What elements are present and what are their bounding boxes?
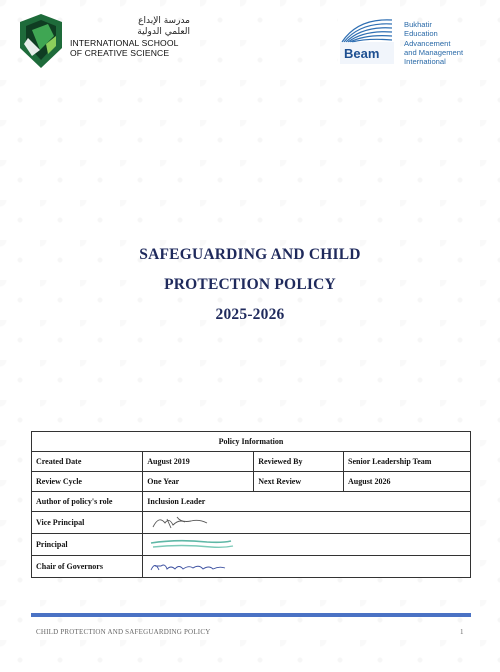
beam-description: Bukhatir Education Advancement and Management International xyxy=(404,20,464,67)
label-principal: Principal xyxy=(32,534,143,556)
school-name xyxy=(70,16,190,58)
label-created-date: Created Date xyxy=(32,452,143,472)
chair-signature-icon xyxy=(147,557,237,575)
table-row xyxy=(32,452,471,472)
document-title xyxy=(0,240,500,330)
school-name-english-line1: INTERNATIONAL SCHOOL xyxy=(70,38,179,48)
value-author-role: Inclusion Leader xyxy=(143,492,471,512)
school-name-english-line2: OF CREATIVE SCIENCE xyxy=(70,48,170,58)
title-line-1: SAFEGUARDING AND CHILD xyxy=(139,246,361,263)
title-line-3: 2025-2026 xyxy=(215,306,285,323)
value-created-date: August 2019 xyxy=(143,452,254,472)
principal-signature-icon xyxy=(147,535,237,553)
footer-divider xyxy=(31,613,471,617)
table-heading-row xyxy=(32,432,471,452)
label-chair-of-governors: Chair of Governors xyxy=(32,556,143,578)
title-line-2: PROTECTION POLICY xyxy=(164,276,336,293)
label-author-role: Author of policy's role xyxy=(32,492,143,512)
table-row xyxy=(32,492,471,512)
label-vice-principal: Vice Principal xyxy=(32,512,143,534)
school-crest-icon xyxy=(18,14,64,68)
value-next-review: August 2026 xyxy=(344,472,471,492)
school-name-arabic: مدرسة الإبداع العلمي الدولية xyxy=(137,16,190,37)
table-row xyxy=(32,512,471,534)
principal-signature xyxy=(143,534,471,556)
beam-logo xyxy=(338,14,488,74)
label-next-review: Next Review xyxy=(254,472,344,492)
value-reviewed-by: Senior Leadership Team xyxy=(344,452,471,472)
beam-wordmark: Beam xyxy=(344,46,380,61)
table-row xyxy=(32,534,471,556)
table-row xyxy=(32,556,471,578)
table-heading: Policy Information xyxy=(32,432,471,452)
vice-principal-signature-icon xyxy=(147,513,227,531)
vice-principal-signature xyxy=(143,512,471,534)
page-number: 1 xyxy=(460,628,464,636)
label-review-cycle: Review Cycle xyxy=(32,472,143,492)
value-review-cycle: One Year xyxy=(143,472,254,492)
policy-information-table xyxy=(31,431,471,578)
table-row xyxy=(32,472,471,492)
school-logo xyxy=(18,14,188,74)
chair-signature xyxy=(143,556,471,578)
footer-title: CHILD PROTECTION AND SAFEGUARDING POLICY xyxy=(36,628,211,636)
label-reviewed-by: Reviewed By xyxy=(254,452,344,472)
